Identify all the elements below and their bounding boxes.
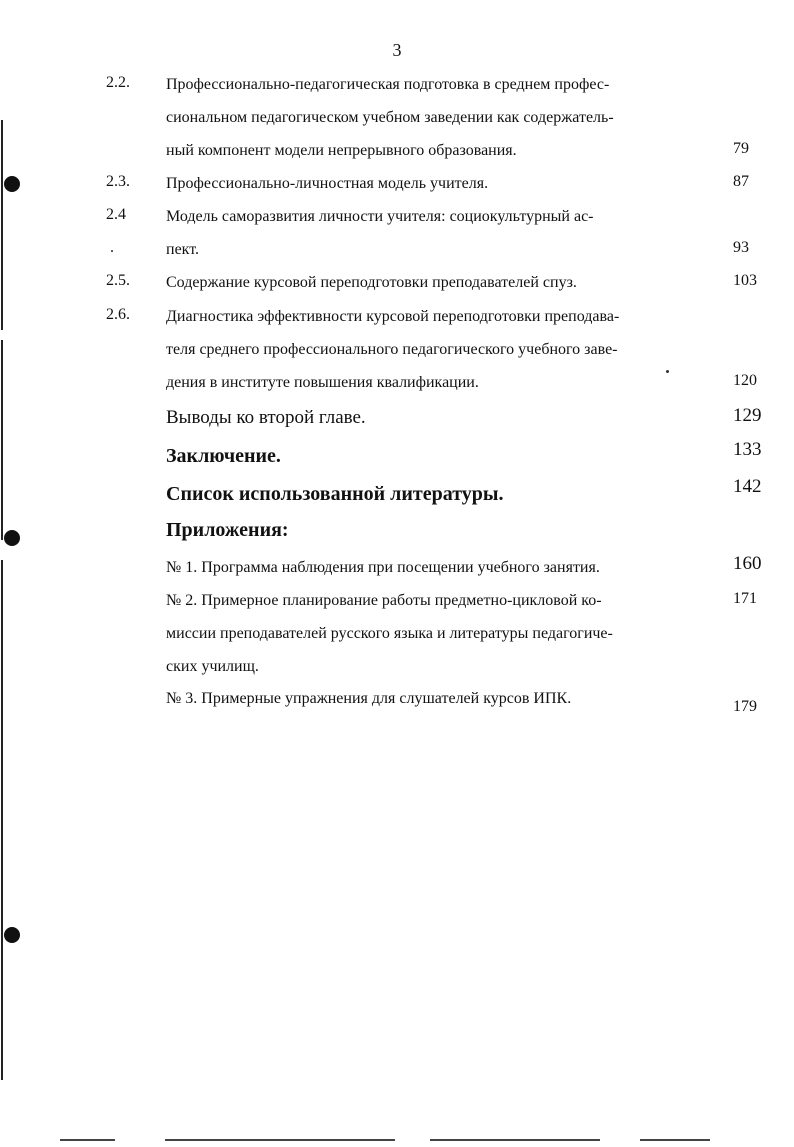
title-line: дения в институте повышения квалификации.	[166, 374, 479, 391]
title-line: Содержание курсовой переподготовки преподавателей спуз.	[166, 274, 577, 291]
scan-bottom-line	[165, 1139, 395, 1141]
title-line: № 3. Примерные упражнения для слушателей курсов ИПК.	[166, 690, 572, 707]
section-title	[166, 200, 721, 266]
scan-edge-line	[1, 560, 3, 1080]
appendix-title	[166, 682, 721, 715]
section-number: 2.4	[106, 206, 126, 223]
scan-bottom-line	[430, 1139, 600, 1141]
title-line: миссии преподавателей русского языка и литературы педагогиче-	[166, 625, 613, 642]
title-line: Приложения:	[166, 519, 289, 541]
title-line: Список использованной литературы.	[166, 483, 504, 505]
title-line: Профессионально-личностная модель учителя.	[166, 175, 489, 192]
page-ref: 160	[733, 553, 762, 574]
title-line: теля среднего профессионального педагогического учебного заве-	[166, 341, 618, 358]
title-line: пект.	[166, 241, 200, 258]
scan-edge-line	[1, 120, 3, 330]
title-line: № 1. Программа наблюдения при посещении учебного занятия.	[166, 559, 600, 576]
section-number-suffix: .	[110, 239, 114, 256]
appendix-title	[166, 551, 721, 584]
title-line: ских училищ.	[166, 658, 259, 675]
section-title	[166, 514, 721, 547]
scan-bottom-line	[60, 1139, 115, 1141]
punch-hole-mark	[4, 530, 20, 546]
section-title	[166, 401, 721, 434]
section-title	[166, 266, 721, 299]
section-number: 2.2.	[106, 74, 130, 91]
page-ref: 93	[733, 239, 749, 256]
section-title	[166, 440, 721, 473]
title-line: Заключение.	[166, 445, 281, 467]
page-ref: 171	[733, 590, 757, 607]
title-line: ный компонент модели непрерывного образования.	[166, 142, 517, 159]
section-number: 2.6.	[106, 306, 130, 323]
page-number: 3	[392, 40, 402, 60]
scan-bottom-line	[640, 1139, 710, 1141]
punch-hole-mark	[4, 176, 20, 192]
page-ref: 129	[733, 405, 762, 426]
title-line: Профессионально-педагогическая подготовка в среднем профес-	[166, 76, 610, 93]
page-ref: 179	[733, 698, 757, 715]
section-title	[166, 68, 721, 167]
page-ref: 120	[733, 372, 757, 389]
page-ref: 79	[733, 140, 749, 157]
section-number: 2.3.	[106, 173, 130, 190]
title-line: сиональном педагогическом учебном заведении как содержатель-	[166, 109, 614, 126]
appendix-title	[166, 584, 721, 683]
page-ref: 133	[733, 439, 762, 460]
title-line: Диагностика эффективности курсовой переподготовки преподава-	[166, 308, 620, 325]
punch-hole-mark	[4, 927, 20, 943]
title-line: № 2. Примерное планирование работы предметно-цикловой ко-	[166, 592, 602, 609]
section-number: 2.5.	[106, 272, 130, 289]
scan-edge-line	[1, 340, 3, 540]
page-ref: 103	[733, 272, 757, 289]
section-title	[166, 478, 721, 511]
title-line: Модель саморазвития личности учителя: социокультурный ас-	[166, 208, 594, 225]
page-ref: 142	[733, 476, 762, 497]
title-line: Выводы ко второй главе.	[166, 407, 366, 428]
page-ref: 87	[733, 173, 749, 190]
section-title	[166, 167, 721, 200]
section-title	[166, 300, 721, 399]
